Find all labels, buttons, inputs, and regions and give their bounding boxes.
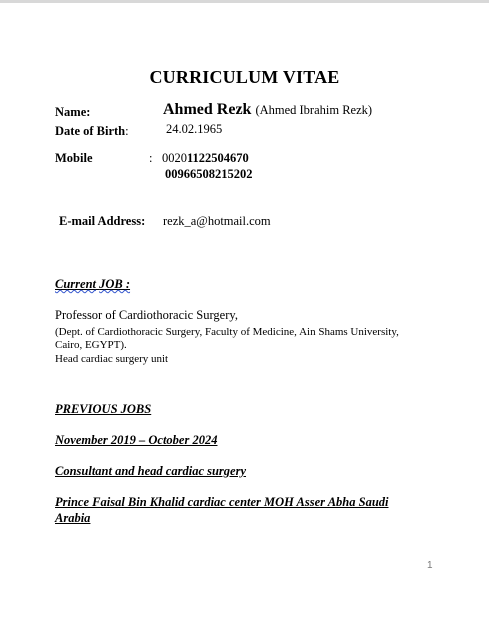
current-dept-line2: Cairo, EGYPT). bbox=[55, 339, 127, 351]
current-job-heading-a: Current bbox=[55, 277, 96, 291]
mobile-number-2: 00966508215202 bbox=[165, 167, 253, 181]
dob-label: Date of Birth bbox=[55, 124, 126, 138]
mobile-label: Mobile bbox=[55, 151, 93, 165]
mobile-number-1 bbox=[162, 151, 249, 166]
name-short: Ahmed Rezk bbox=[163, 101, 252, 118]
dob-colon: : bbox=[125, 124, 129, 138]
dob-value: 24.02.1965 bbox=[166, 122, 223, 136]
name-value bbox=[163, 101, 372, 119]
name-full: (Ahmed Ibrahim Rezk) bbox=[255, 103, 373, 117]
previous-job-center-line2: Arabia bbox=[55, 511, 91, 525]
name-label: Name: bbox=[55, 105, 91, 119]
document-title: CURRICULUM VITAE bbox=[149, 67, 340, 87]
previous-job-period: November 2019 – October 2024 bbox=[55, 433, 218, 447]
current-job-heading-b: JOB : bbox=[99, 277, 131, 291]
current-unit: Head cardiac surgery unit bbox=[55, 353, 169, 365]
email-value: rezk_a@hotmail.com bbox=[163, 214, 271, 228]
dob-label-wrap bbox=[55, 122, 129, 140]
previous-job-role: Consultant and head cardiac surgery bbox=[55, 464, 247, 478]
previous-jobs-heading: PREVIOUS JOBS bbox=[55, 402, 152, 416]
mobile-1-prefix: 0020 bbox=[162, 151, 187, 165]
document-page bbox=[0, 3, 489, 639]
current-dept-line1: (Dept. of Cardiothoracic Surgery, Faculty of Medicine, Ain Shams University, bbox=[55, 326, 399, 338]
current-position: Professor of Cardiothoracic Surgery, bbox=[55, 308, 238, 322]
mobile-colon: : bbox=[149, 151, 153, 165]
mobile-1-rest: 1122504670 bbox=[187, 151, 249, 165]
page-number: 1 bbox=[427, 560, 433, 571]
email-label: E-mail Address: bbox=[59, 214, 146, 228]
previous-job-center-line1: Prince Faisal Bin Khalid cardiac center MOH Asser Abha Saudi bbox=[55, 495, 389, 509]
current-job-heading bbox=[55, 277, 130, 292]
